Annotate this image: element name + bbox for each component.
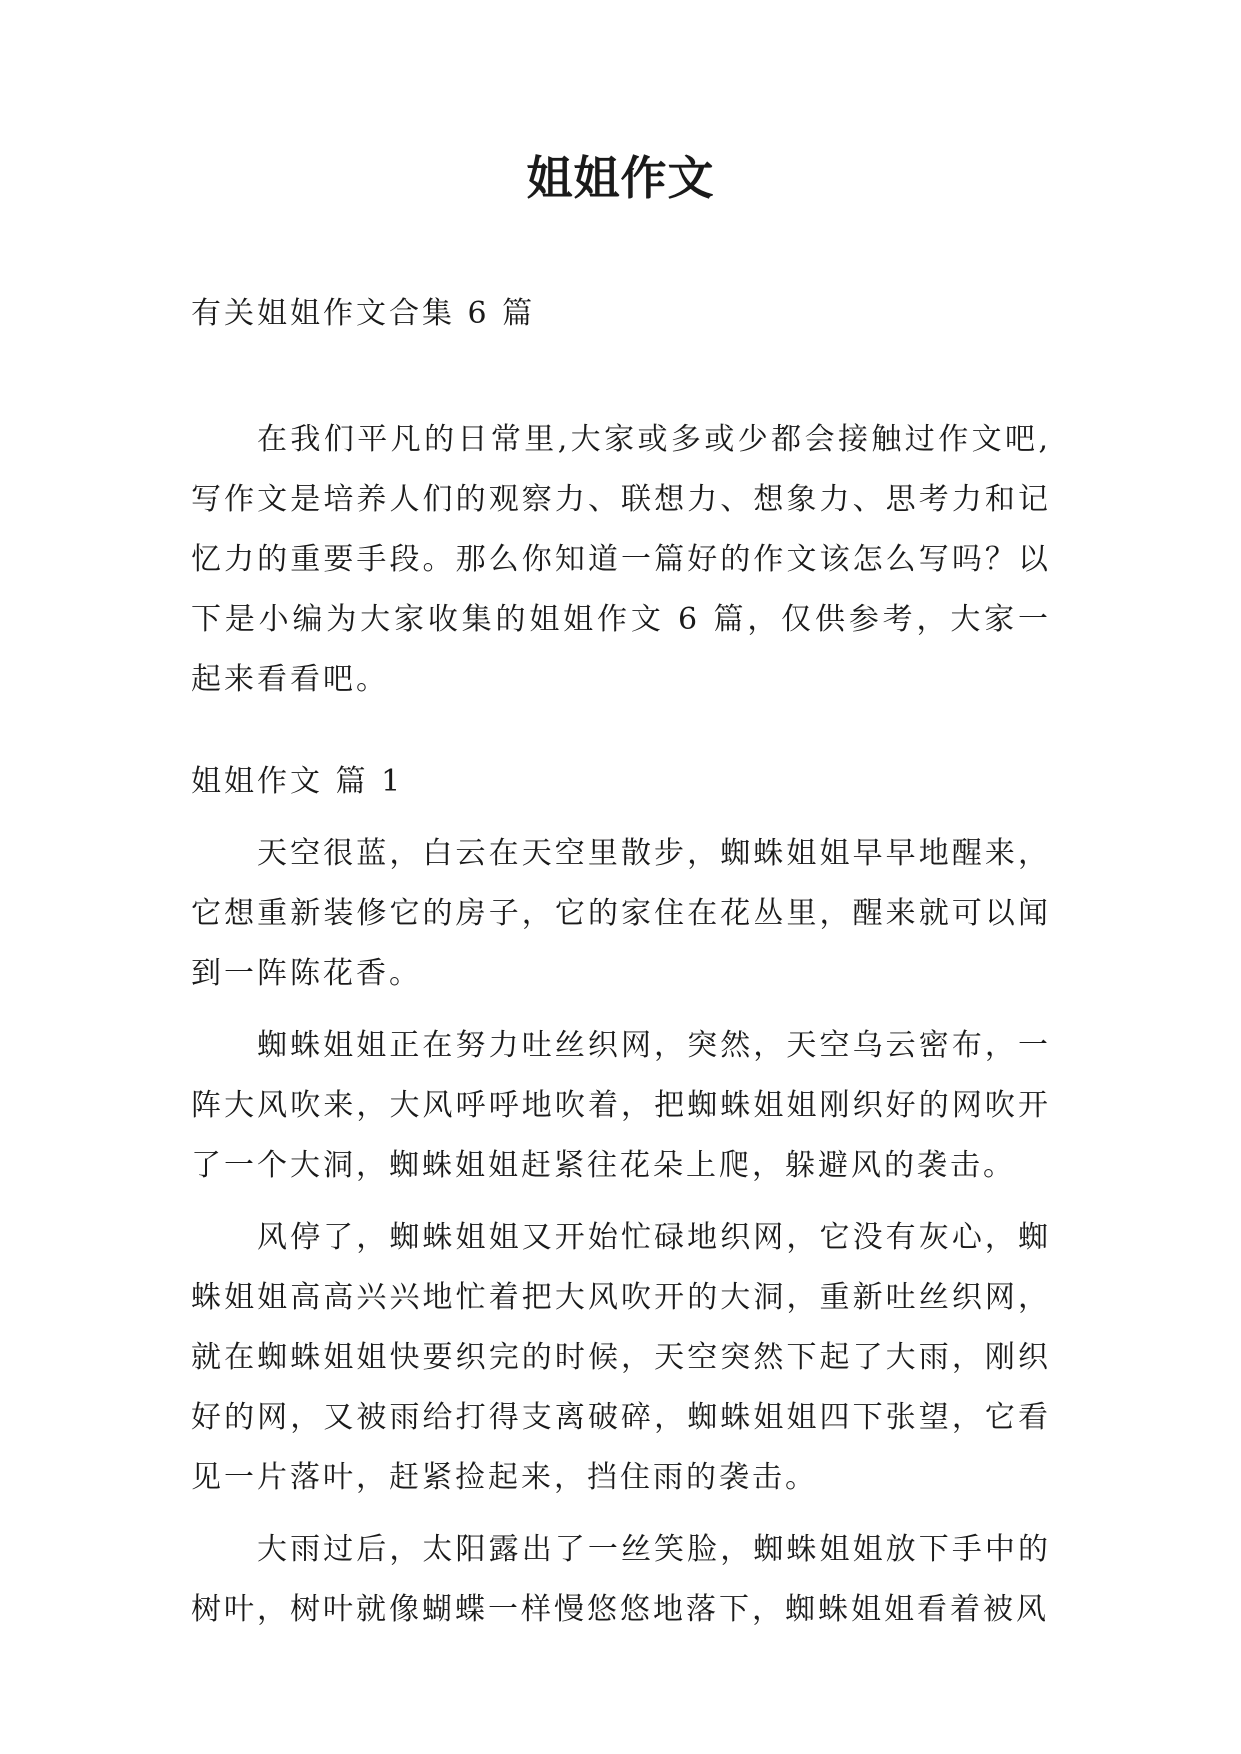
document-subtitle: 有关姐姐作文合集 6 篇: [191, 296, 536, 331]
document-title: 姐姐作文: [526, 151, 715, 205]
body-paragraph: 大雨过后，太阳露出了一丝笑脸，蜘蛛姐姐放下手中的树叶，树叶就像蝴蝶一样慢悠悠地落下，蜘蛛姐姐看着被风: [191, 1532, 1051, 1627]
body-paragraph: 蜘蛛姐姐正在努力吐丝织网，突然，天空乌云密布，一阵大风吹来，大风呼呼地吹着，把蜘蛛姐姐刚织好的网吹开了一个大洞，蜘蛛姐姐赶紧往花朵上爬，躲避风的袭击。: [191, 1028, 1051, 1183]
intro-paragraph: 在我们平凡的日常里,大家或多或少都会接触过作文吧,写作文是培养人们的观察力、联想力、想象力、思考力和记忆力的重要手段。那么你知道一篇好的作文该怎么写吗？以下是小编为大家收集的姐姐作文 6 篇，仅供参考，大家一起来看看吧。: [191, 422, 1051, 697]
body-paragraph: 天空很蓝，白云在天空里散步，蜘蛛姐姐早早地醒来，它想重新装修它的房子，它的家住在花丛里，醒来就可以闻到一阵陈花香。: [191, 836, 1051, 991]
body-paragraph: 风停了，蜘蛛姐姐又开始忙碌地织网，它没有灰心，蜘蛛姐姐高高兴兴地忙着把大风吹开的大洞，重新吐丝织网，就在蜘蛛姐姐快要织完的时候，天空突然下起了大雨，刚织好的网，又被雨给打得支离破碎，蜘蛛姐姐四下张望，它看见一片落叶，赶紧捡起来，挡住雨的袭击。: [191, 1220, 1051, 1495]
section-heading: 姐姐作文 篇 1: [191, 764, 404, 799]
section-body: [191, 824, 1051, 1640]
